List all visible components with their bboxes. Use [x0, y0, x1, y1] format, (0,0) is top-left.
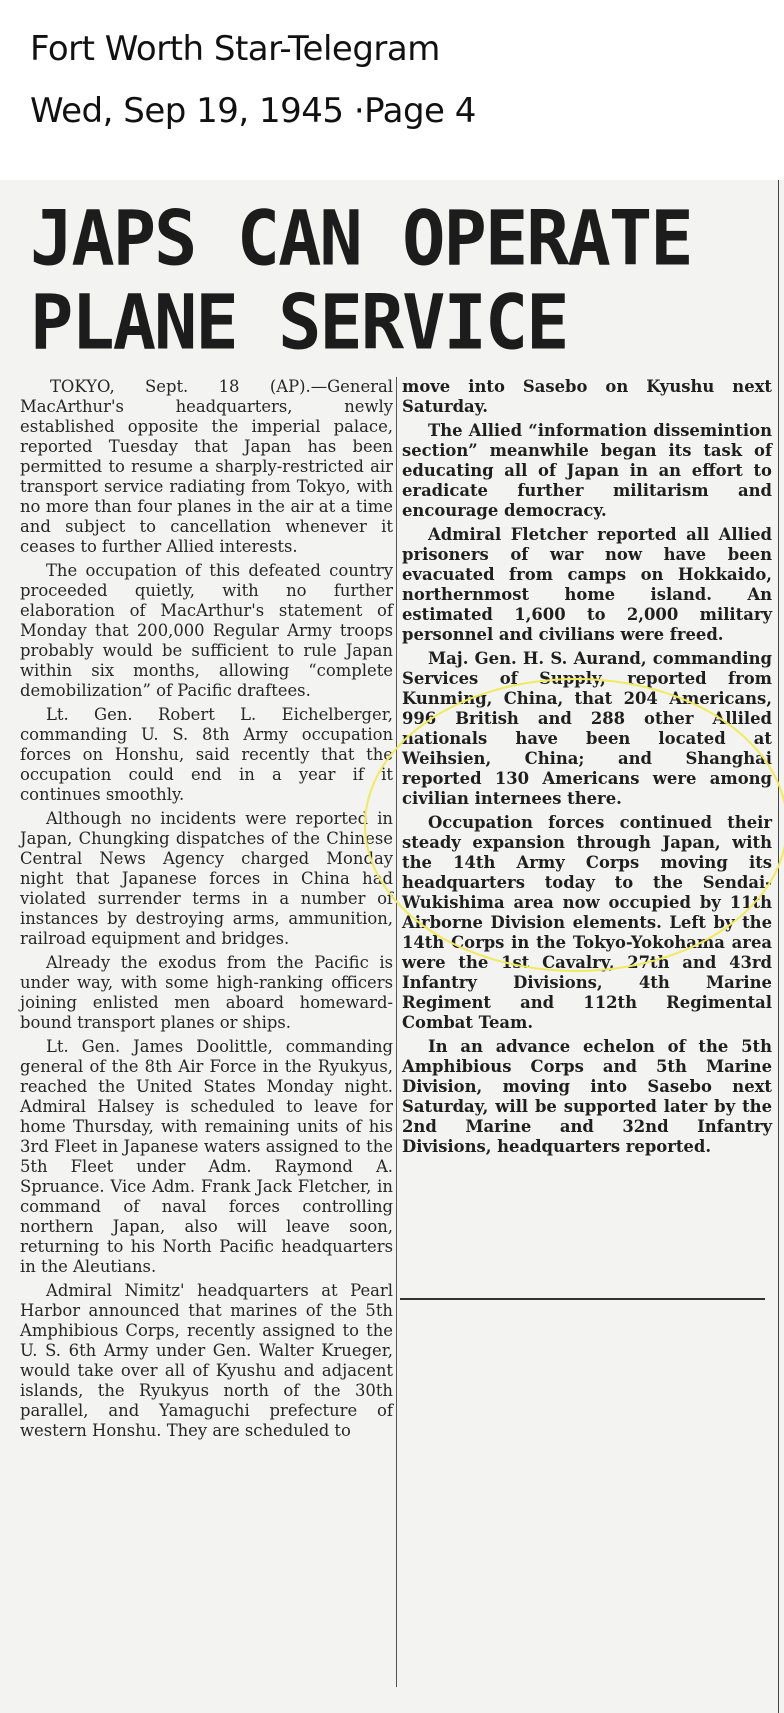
paragraph: The occupation of this defeated country proceeded quietly, with no further elaboration of MacArthur's statement of Monday that 200,000 Regular Army troops probably would be sufficient to rule Japan within six months, allowing “complete demobilization” of Pacific draftees.: [20, 561, 393, 700]
paragraph: Lt. Gen. Robert L. Eichelberger, commanding U. S. 8th Army occupation forces on Honshu, said recently that the occupation could end in a year if it continues smoothly.: [20, 705, 393, 804]
paragraph: Admiral Fletcher reported all Allied prisoners of war now have been evacuated from camps on Hokkaido, northernmost home island. An estimated 1,600 to 2,000 military personnel and civilians were freed.: [402, 525, 772, 644]
paragraph-highlighted: Maj. Gen. H. S. Aurand, commanding Services of Supply, reported from Kunming, China, that 204 Americans, 996 British and 288 other Alliled nationals have been located at Weihsien, China; and Shanghai reported 130 Americans were among civilian internees there.: [402, 649, 772, 808]
publication-name: Fort Worth Star-Telegram: [30, 29, 440, 69]
paragraph: Already the exodus from the Pacific is under way, with some high-ranking officers joining enlisted men aboard homeward-bound transport planes or ships.: [20, 953, 393, 1032]
article-column-left: [20, 377, 393, 1445]
article-end-rule: [400, 1298, 765, 1300]
headline-line-1: JAPS CAN OPERATE: [30, 193, 692, 283]
paragraph: Lt. Gen. James Doolittle, commanding general of the 8th Air Force in the Ryukyus, reached the United States Monday night. Admiral Halsey is scheduled to leave for home Thursday, with remaining units of his 3rd Fleet in Japanese waters assigned to the 5th Fleet under Adm. Raymond A. Spruance. Vice Adm. Frank Jack Fletcher, in command of naval forces controlling northern Japan, also will leave soon, returning to his North Pacific headquarters in the Aleutians.: [20, 1037, 393, 1276]
paragraph: In an advance echelon of the 5th Amphibious Corps and 5th Marine Division, moving into Sasebo next Saturday, will be supported later by the 2nd Marine and 32nd Infantry Divisions, headquarters reported.: [402, 1037, 772, 1156]
paragraph: Occupation forces continued their steady expansion through Japan, with the 14th Army Corps moving its headquarters today to the Sendai-Wukishima area now occupied by 11th Airborne Division elements. Left by the 14th Corps in the Tokyo-Yokohama area were the 1st Cavalry, 27th and 43rd Infantry Divisions, 4th Marine Regiment and 112th Regimental Combat Team.: [402, 813, 772, 1032]
adjacent-column-rule: [778, 180, 779, 1713]
paragraph: Admiral Nimitz' headquarters at Pearl Harbor announced that marines of the 5th Amphibious Corps, recently assigned to the U. S. 6th Army under Gen. Walter Krueger, would take over all of Kyushu and adjacent islands, the Ryukyus north of the 30th parallel, and Yamaguchi prefecture of western Honshu. They are scheduled to: [20, 1281, 393, 1440]
paragraph: TOKYO, Sept. 18 (AP).—General MacArthur's headquarters, newly established opposite the imperial palace, reported Tuesday that Japan has been permitted to resume a sharply-restricted air transport service radiating from Tokyo, with no more than four planes in the air at a time and subject to cancellation whenever it ceases to further Allied interests.: [20, 377, 393, 556]
article-column-right: [402, 377, 772, 1161]
article-headline: [30, 193, 730, 367]
paragraph: The Allied “information dissemintion section” meanwhile began its task of educating all of Japan in an effort to eradicate further militarism and encourage democracy.: [402, 421, 772, 520]
paragraph-continuation: move into Sasebo on Kyushu next Saturday.: [402, 377, 772, 416]
paragraph: Although no incidents were reported in Japan, Chungking dispatches of the Chinese Central News Agency charged Monday night that Japanese forces in China had violated surrender terms in a number of instances by destroying arms, ammunition, railroad equipment and bridges.: [20, 809, 393, 948]
headline-line-2: PLANE SERVICE: [30, 277, 568, 367]
publication-date-page: Wed, Sep 19, 1945 ·Page 4: [30, 91, 476, 131]
clipping-caption: [30, 18, 476, 142]
column-rule: [396, 377, 397, 1687]
newspaper-clipping: [0, 180, 784, 1713]
